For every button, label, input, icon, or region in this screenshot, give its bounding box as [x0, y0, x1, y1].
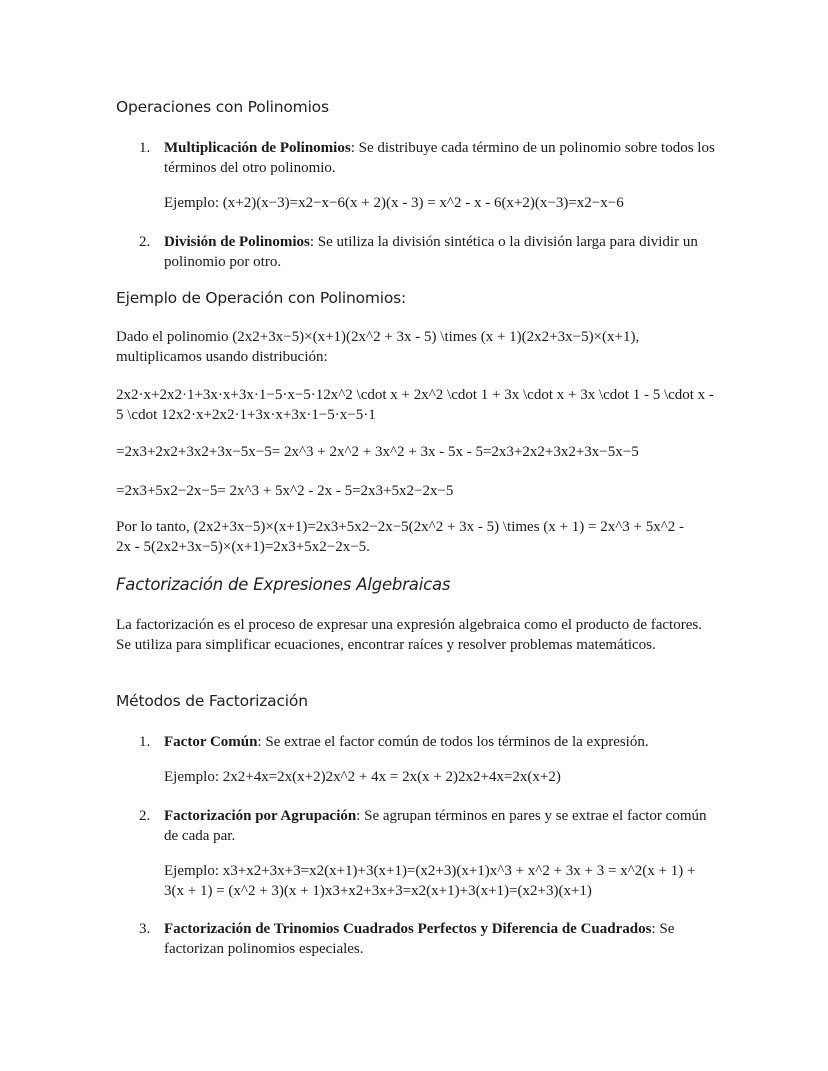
list-number: 2. [139, 234, 151, 250]
heading-metodos: Métodos de Factorización [116, 692, 308, 710]
term-description: : Se distribuye cada término de un polinomio sobre todos los términos del otro polinomio. [164, 140, 715, 176]
example-line-2: =2x3+2x2+3x2+3x−5x−5= 2x^3 + 2x^2 + 3x^2 + 3x - 5x - 5=2x3+2x2+3x2+3x−5x−5 [116, 444, 639, 460]
list-item-trinomios [139, 920, 719, 959]
ops-example: Ejemplo: (x+2)(x−3)=x2−x−6(x + 2)(x - 3) = x^2 - x - 6(x+2)(x−3)=x2−x−6 [164, 195, 624, 211]
list-item-factor-comun [139, 733, 719, 753]
term-description: : Se factorizan polinomios especiales. [164, 921, 675, 957]
list-number: 1. [139, 140, 151, 156]
heading-factorizacion: Factorización de Expresiones Algebraicas [116, 575, 451, 594]
term-description: : Se agrupan términos en pares y se extrae el factor común de cada par. [164, 808, 707, 844]
example-intro: Dado el polinomio (2x2+3x−5)×(x+1)(2x^2 + 3x - 5) \times (x + 1)(2x2+3x−5)×(x+1), multiplicamos usando distribución: [116, 329, 640, 365]
term-bold: Factorización por Agrupación [164, 808, 357, 824]
list-number: 2. [139, 808, 151, 824]
heading-ejemplo: Ejemplo de Operación con Polinomios: [116, 289, 407, 307]
term-bold: División de Polinomios [164, 234, 310, 250]
example-conclusion: Por lo tanto, (2x2+3x−5)×(x+1)=2x3+5x2−2x−5(2x^2 + 3x - 5) \times (x + 1) = 2x^3 + 5x^2 - 2x - 5(2x2+3x−5)×(x+1)=2x3+5x2−2x−5. [116, 519, 684, 555]
factorizacion-intro: La factorización es el proceso de expresar una expresión algebraica como el producto de factores. Se utiliza para simplificar ecuaciones, encontrar raíces y resolver problemas matemáticos. [116, 617, 702, 653]
list-item-multiplicacion [139, 139, 719, 178]
heading-operaciones: Operaciones con Polinomios [116, 98, 329, 116]
agrupacion-example: Ejemplo: x3+x2+3x+3=x2(x+1)+3(x+1)=(x2+3)(x+1)x^3 + x^2 + 3x + 3 = x^2(x + 1) + 3(x + 1) = (x^2 + 3)(x + 1)x3+x2+3x+3=x2(x+1)+3(x+1)=(x2+3)(x+1) [164, 863, 696, 899]
term-description: : Se extrae el factor común de todos los términos de la expresión. [257, 734, 649, 750]
list-number: 1. [139, 734, 151, 750]
list-item-agrupacion [139, 807, 719, 846]
factor-comun-example: Ejemplo: 2x2+4x=2x(x+2)2x^2 + 4x = 2x(x + 2)2x2+4x=2x(x+2) [164, 769, 561, 785]
list-item-division [139, 233, 719, 272]
term-bold: Multiplicación de Polinomios [164, 140, 351, 156]
term-bold: Factor Común [164, 734, 258, 750]
term-description: : Se utiliza la división sintética o la división larga para dividir un polinomio por otro. [164, 234, 698, 270]
term-bold: Factorización de Trinomios Cuadrados Perfectos y Diferencia de Cuadrados [164, 921, 652, 937]
example-line-3: =2x3+5x2−2x−5= 2x^3 + 5x^2 - 2x - 5=2x3+5x2−2x−5 [116, 483, 454, 499]
list-number: 3. [139, 921, 151, 937]
example-line-1: 2x2·x+2x2·1+3x·x+3x·1−5·x−5·12x^2 \cdot x + 2x^2 \cdot 1 + 3x \cdot x + 3x \cdot 1 - 5 \cdot x - 5 \cdot 12x2·x+2x2·1+3x·x+3x·1−5·x−5·1 [116, 387, 714, 423]
